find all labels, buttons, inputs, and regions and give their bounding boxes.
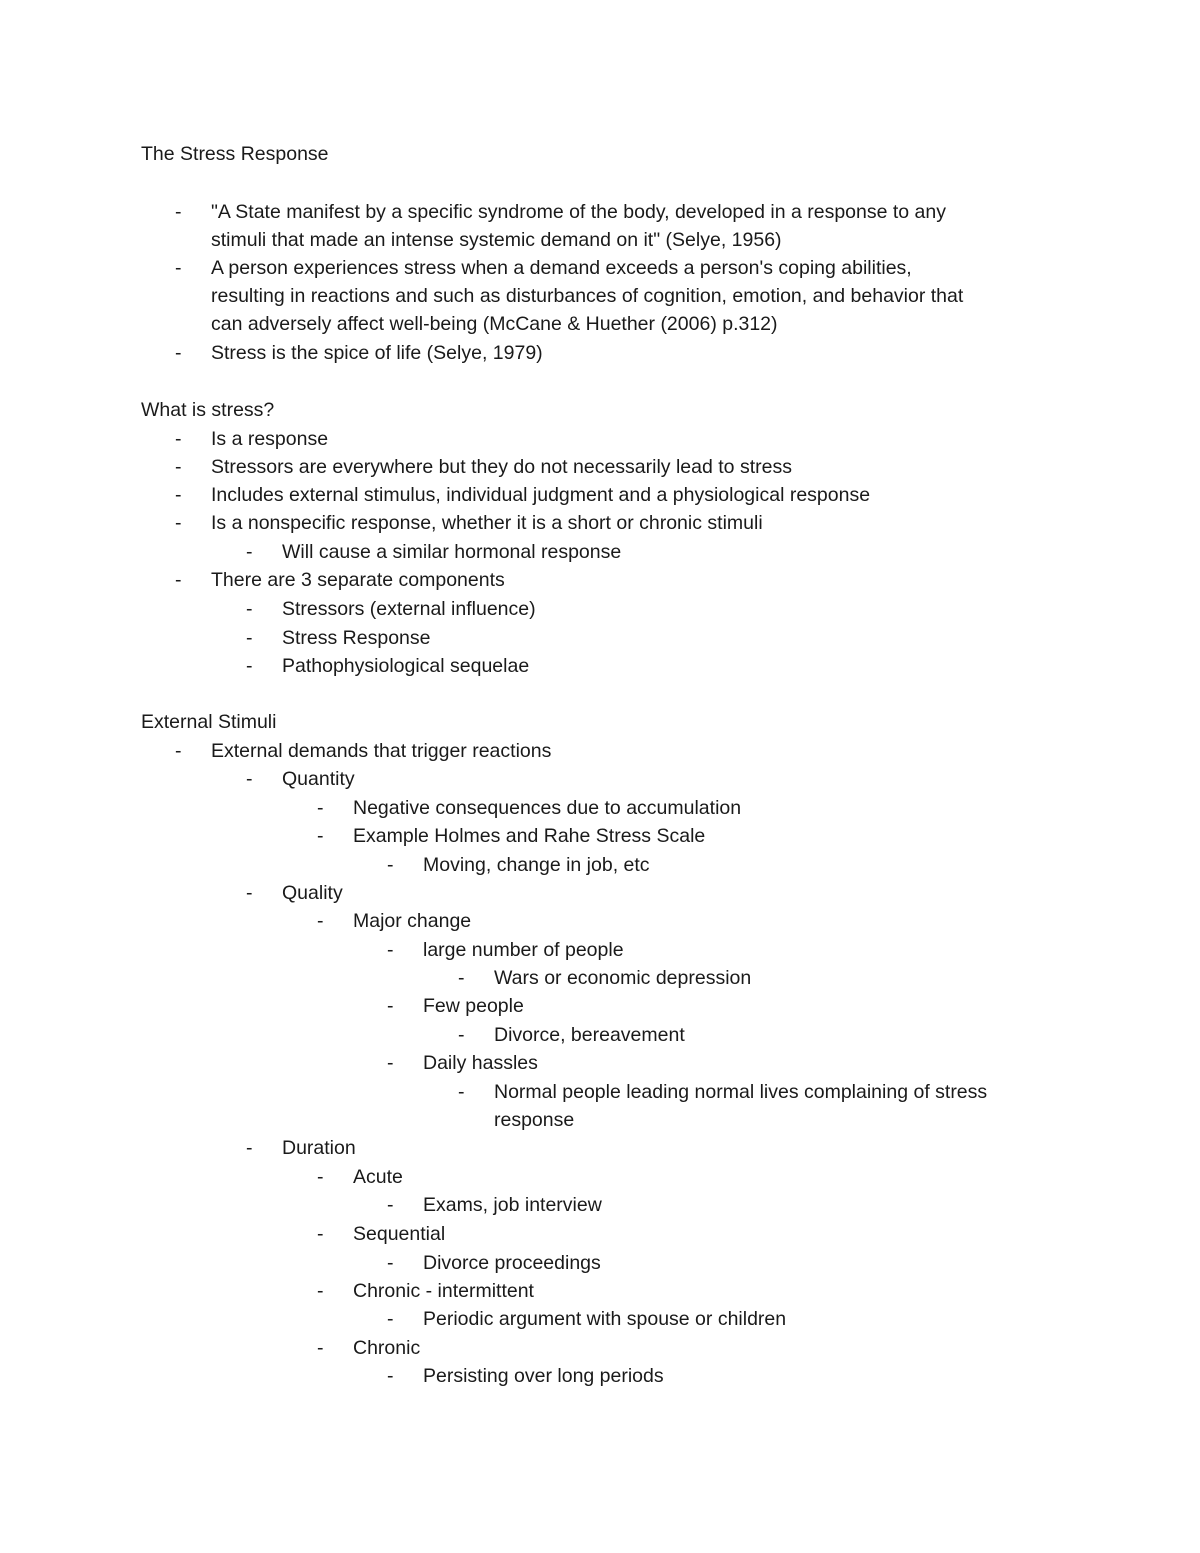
bullet-dash: - xyxy=(175,257,182,279)
list-item-text: Duration xyxy=(282,1137,356,1159)
bullet-dash: - xyxy=(317,797,324,819)
list-item-text: Persisting over long periods xyxy=(423,1365,664,1387)
list-item-text: "A State manifest by a specific syndrome of the body, developed in a response to any xyxy=(211,201,946,223)
bullet-dash: - xyxy=(246,598,253,620)
list-item-text: Is a response xyxy=(211,428,329,450)
bullet-dash: - xyxy=(387,1365,394,1387)
list-item-text: Stress is the spice of life (Selye, 1979) xyxy=(211,342,543,364)
list-item-text: Exams, job interview xyxy=(423,1194,602,1216)
bullet-dash: - xyxy=(458,1081,465,1103)
section-heading-what-is-stress: What is stress? xyxy=(141,399,275,421)
section-heading-external-stimuli: External Stimuli xyxy=(141,711,277,733)
bullet-dash: - xyxy=(317,825,324,847)
bullet-dash: - xyxy=(317,1223,324,1245)
list-item-text: can adversely affect well-being (McCane & Huether (2006) p.312) xyxy=(211,313,778,335)
list-item-text: Will cause a similar hormonal response xyxy=(282,541,622,563)
bullet-dash: - xyxy=(458,1024,465,1046)
bullet-dash: - xyxy=(246,541,253,563)
list-item-text: Quantity xyxy=(282,768,355,790)
list-item-text: Divorce, bereavement xyxy=(494,1024,685,1046)
list-item-text: Chronic xyxy=(353,1337,421,1359)
list-item-text: Negative consequences due to accumulation xyxy=(353,797,742,819)
bullet-dash: - xyxy=(175,428,182,450)
list-item-text: Few people xyxy=(423,995,524,1017)
list-item-text: Stressors are everywhere but they do not necessarily lead to stress xyxy=(211,456,792,478)
bullet-dash: - xyxy=(175,740,182,762)
list-item-text: Quality xyxy=(282,882,343,904)
list-item-text: Wars or economic depression xyxy=(494,967,752,989)
bullet-dash: - xyxy=(387,1052,394,1074)
bullet-dash: - xyxy=(246,882,253,904)
bullet-dash: - xyxy=(387,1308,394,1330)
list-item-text: Includes external stimulus, individual judgment and a physiological response xyxy=(211,484,871,506)
list-item-text: Example Holmes and Rahe Stress Scale xyxy=(353,825,706,847)
bullet-dash: - xyxy=(175,201,182,223)
list-item-text: resulting in reactions and such as disturbances of cognition, emotion, and behavior that xyxy=(211,285,964,307)
list-item-text: Divorce proceedings xyxy=(423,1252,601,1274)
bullet-dash: - xyxy=(317,1166,324,1188)
list-item-text: response xyxy=(494,1109,575,1131)
list-item-text: Major change xyxy=(353,910,472,932)
bullet-dash: - xyxy=(317,1337,324,1359)
list-item-text: Pathophysiological sequelae xyxy=(282,655,530,677)
list-item-text: Sequential xyxy=(353,1223,446,1245)
bullet-dash: - xyxy=(387,1194,394,1216)
list-item-text: large number of people xyxy=(423,939,624,961)
list-item-text: Chronic - intermittent xyxy=(353,1280,534,1302)
list-item-text: External demands that trigger reactions xyxy=(211,740,552,762)
bullet-dash: - xyxy=(175,484,182,506)
bullet-dash: - xyxy=(175,569,182,591)
bullet-dash: - xyxy=(458,967,465,989)
list-item-text: Acute xyxy=(353,1166,403,1188)
bullet-dash: - xyxy=(246,655,253,677)
list-item-text: A person experiences stress when a demand exceeds a person's coping abilities, xyxy=(211,257,912,279)
bullet-dash: - xyxy=(175,512,182,534)
list-item-text: Is a nonspecific response, whether it is a short or chronic stimuli xyxy=(211,512,763,534)
bullet-dash: - xyxy=(317,910,324,932)
bullet-dash: - xyxy=(387,939,394,961)
list-item-text: Stress Response xyxy=(282,627,431,649)
bullet-dash: - xyxy=(175,342,182,364)
bullet-dash: - xyxy=(246,1137,253,1159)
bullet-dash: - xyxy=(246,768,253,790)
list-item-text: Daily hassles xyxy=(423,1052,538,1074)
bullet-dash: - xyxy=(387,995,394,1017)
bullet-dash: - xyxy=(387,1252,394,1274)
list-item-text: There are 3 separate components xyxy=(211,569,505,591)
list-item-text: Periodic argument with spouse or children xyxy=(423,1308,787,1330)
bullet-dash: - xyxy=(246,627,253,649)
bullet-dash: - xyxy=(175,456,182,478)
section-heading-stress-response: The Stress Response xyxy=(141,143,329,165)
list-item-text: Stressors (external influence) xyxy=(282,598,536,620)
bullet-dash: - xyxy=(387,854,394,876)
list-item-text: Moving, change in job, etc xyxy=(423,854,650,876)
list-item-text: Normal people leading normal lives complaining of stress xyxy=(494,1081,988,1103)
bullet-dash: - xyxy=(317,1280,324,1302)
list-item-text: stimuli that made an intense systemic demand on it" (Selye, 1956) xyxy=(211,229,782,251)
